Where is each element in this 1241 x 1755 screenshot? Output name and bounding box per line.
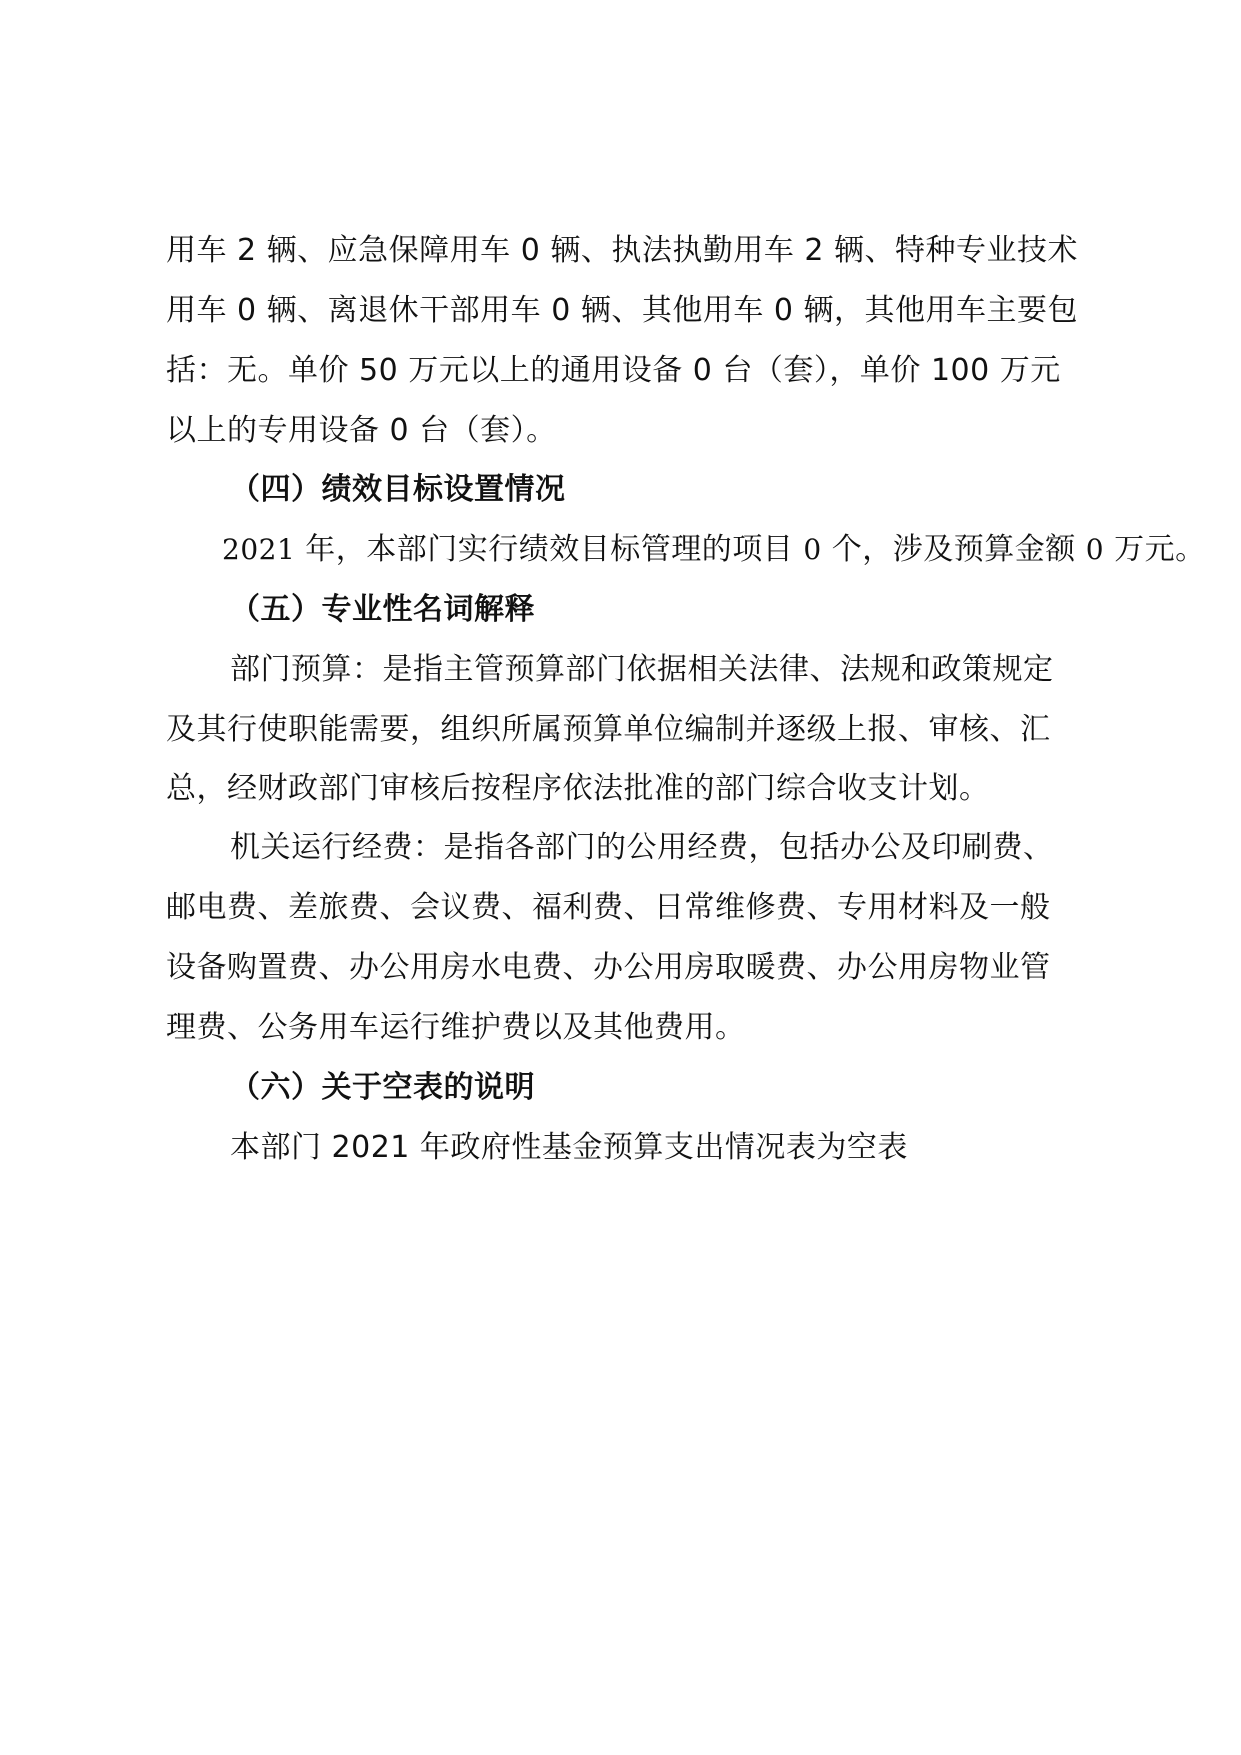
section4-text-c: 万元。	[1104, 532, 1206, 567]
section5-heading: （五）专业性名词解释	[230, 592, 535, 627]
section6-heading: （六）关于空表的说明	[230, 1070, 535, 1105]
section4-year: 2021	[222, 533, 296, 566]
vehicles-line-1: 用车 2 辆、应急保障用车 0 辆、执法执勤用车 2 辆、特种专业技术	[166, 233, 1078, 268]
budget-def-line-3: 总，经财政部门审核后按程序依法批准的部门综合收支计划。	[166, 771, 990, 806]
budget-def-line-1: 部门预算：是指主管预算部门依据相关法律、法规和政策规定	[230, 652, 1054, 687]
section4-count: 0	[803, 533, 822, 566]
opex-def-line-2: 邮电费、差旅费、会议费、福利费、日常维修费、专用材料及一般	[166, 890, 1051, 925]
section4-text-a: 年，本部门实行绩效目标管理的项目	[295, 532, 804, 567]
opex-def-line-1: 机关运行经费：是指各部门的公用经费，包括办公及印刷费、	[230, 830, 1054, 865]
opex-def-line-3: 设备购置费、办公用房水电费、办公用房取暖费、办公用房物业管	[166, 950, 1051, 985]
section4-heading: （四）绩效目标设置情况	[230, 472, 566, 507]
section4-text-b: 个，涉及预算金额	[821, 532, 1086, 567]
opex-def-line-4: 理费、公务用车运行维护费以及其他费用。	[166, 1010, 746, 1045]
section6-text: 本部门 2021 年政府性基金预算支出情况表为空表	[230, 1130, 908, 1165]
budget-def-line-2: 及其行使职能需要，组织所属预算单位编制并逐级上报、审核、汇	[166, 712, 1051, 747]
section4-text	[222, 530, 1206, 570]
vehicles-line-3: 括：无。单价 50 万元以上的通用设备 0 台（套），单价 100 万元	[166, 353, 1061, 388]
vehicles-line-4: 以上的专用设备 0 台（套）。	[166, 413, 557, 448]
section4-amount: 0	[1085, 533, 1105, 566]
vehicles-line-2: 用车 0 辆、离退休干部用车 0 辆、其他用车 0 辆，其他用车主要包	[166, 293, 1078, 328]
